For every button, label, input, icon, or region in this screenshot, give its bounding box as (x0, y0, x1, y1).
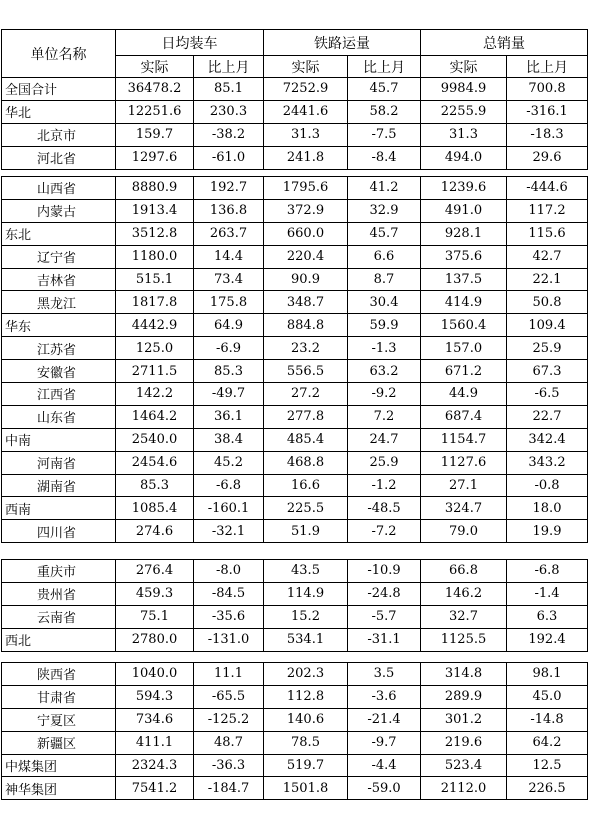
unit-name-cell: 四川省 (2, 520, 116, 543)
change-value-cell: -1.4 (507, 582, 588, 605)
actual-value-cell: 884.8 (264, 314, 348, 337)
actual-value-cell: 534.1 (264, 628, 348, 651)
unit-name-cell: 黑龙江 (2, 291, 116, 314)
change-value-cell: -14.8 (507, 708, 588, 731)
change-value-cell: 38.4 (194, 428, 264, 451)
change-value-cell: 58.2 (348, 100, 421, 123)
actual-value-cell: 7541.2 (116, 777, 194, 800)
change-value-cell: -7.5 (348, 123, 421, 146)
change-value-cell: -6.9 (194, 337, 264, 360)
table-row (2, 428, 588, 451)
change-value-cell: 29.6 (507, 146, 588, 169)
actual-value-cell: 671.2 (421, 360, 507, 383)
actual-value-cell: 142.2 (116, 383, 194, 406)
unit-name-cell: 安徽省 (2, 360, 116, 383)
actual-value-cell: 225.5 (264, 497, 348, 520)
change-value-cell: 230.3 (194, 100, 264, 123)
table-row (2, 605, 588, 628)
actual-value-cell: 348.7 (264, 291, 348, 314)
change-value-cell: 63.2 (348, 360, 421, 383)
unit-name-cell: 西南 (2, 497, 116, 520)
actual-value-cell: 1125.5 (421, 628, 507, 651)
actual-value-cell: 1127.6 (421, 451, 507, 474)
actual-value-cell: 75.1 (116, 605, 194, 628)
table-row (2, 520, 588, 543)
unit-name-cell: 东北 (2, 222, 116, 245)
table-row (2, 777, 588, 800)
change-value-cell: 41.2 (348, 177, 421, 200)
unit-name-cell: 宁夏区 (2, 708, 116, 731)
unit-name-cell: 神华集团 (2, 777, 116, 800)
actual-value-cell: 241.8 (264, 146, 348, 169)
change-value-cell: 67.3 (507, 360, 588, 383)
actual-value-cell: 137.5 (421, 268, 507, 291)
actual-value-cell: 2324.3 (116, 754, 194, 777)
table-row (2, 497, 588, 520)
actual-value-cell: 372.9 (264, 199, 348, 222)
actual-value-cell: 23.2 (264, 337, 348, 360)
change-value-cell: -35.6 (194, 605, 264, 628)
actual-value-cell: 491.0 (421, 199, 507, 222)
actual-value-cell: 2112.0 (421, 777, 507, 800)
actual-value-cell: 27.2 (264, 383, 348, 406)
change-value-cell: 12.5 (507, 754, 588, 777)
change-value-cell: -32.1 (194, 520, 264, 543)
table-row (2, 383, 588, 406)
actual-value-cell: 2780.0 (116, 628, 194, 651)
change-value-cell: 48.7 (194, 731, 264, 754)
unit-name-cell: 内蒙古 (2, 199, 116, 222)
actual-value-cell: 90.9 (264, 268, 348, 291)
change-value-cell: 85.1 (194, 78, 264, 101)
actual-value-cell: 1180.0 (116, 245, 194, 268)
table-row (2, 474, 588, 497)
subheader-vs-last-month: 比上月 (348, 56, 421, 78)
unit-name-cell: 中南 (2, 428, 116, 451)
change-value-cell: -316.1 (507, 100, 588, 123)
change-value-cell: 32.9 (348, 199, 421, 222)
actual-value-cell: 414.9 (421, 291, 507, 314)
actual-value-cell: 146.2 (421, 582, 507, 605)
unit-name-cell: 西北 (2, 628, 116, 651)
change-value-cell: 3.5 (348, 663, 421, 686)
unit-name-cell: 江西省 (2, 383, 116, 406)
subheader-vs-last-month: 比上月 (194, 56, 264, 78)
unit-name-cell: 河北省 (2, 146, 116, 169)
change-value-cell: -18.3 (507, 123, 588, 146)
unit-name-cell: 甘肃省 (2, 685, 116, 708)
change-value-cell: 8.7 (348, 268, 421, 291)
unit-name-cell: 河南省 (2, 451, 116, 474)
change-value-cell: -184.7 (194, 777, 264, 800)
actual-value-cell: 12251.6 (116, 100, 194, 123)
table-row (2, 451, 588, 474)
actual-value-cell: 687.4 (421, 405, 507, 428)
actual-value-cell: 523.4 (421, 754, 507, 777)
table-row (2, 582, 588, 605)
change-value-cell: -84.5 (194, 582, 264, 605)
unit-name-cell: 山东省 (2, 405, 116, 428)
actual-value-cell: 468.8 (264, 451, 348, 474)
change-value-cell: 98.1 (507, 663, 588, 686)
change-value-cell: -6.8 (507, 560, 588, 583)
actual-value-cell: 36478.2 (116, 78, 194, 101)
actual-value-cell: 7252.9 (264, 78, 348, 101)
actual-value-cell: 2441.6 (264, 100, 348, 123)
actual-value-cell: 314.8 (421, 663, 507, 686)
change-value-cell: 73.4 (194, 268, 264, 291)
change-value-cell: -31.1 (348, 628, 421, 651)
actual-value-cell: 289.9 (421, 685, 507, 708)
change-value-cell: 22.1 (507, 268, 588, 291)
change-value-cell: -24.8 (348, 582, 421, 605)
change-value-cell: 50.8 (507, 291, 588, 314)
actual-value-cell: 594.3 (116, 685, 194, 708)
change-value-cell: 263.7 (194, 222, 264, 245)
change-value-cell: -48.5 (348, 497, 421, 520)
unit-name-cell: 中煤集团 (2, 754, 116, 777)
actual-value-cell: 8880.9 (116, 177, 194, 200)
header-rail-volume: 铁路运量 (264, 30, 421, 56)
change-value-cell: 700.8 (507, 78, 588, 101)
actual-value-cell: 1817.8 (116, 291, 194, 314)
table-body (2, 663, 588, 800)
header-unit-name: 单位名称 (2, 30, 116, 78)
actual-value-cell: 157.0 (421, 337, 507, 360)
change-value-cell: 22.7 (507, 405, 588, 428)
actual-value-cell: 1501.8 (264, 777, 348, 800)
actual-value-cell: 324.7 (421, 497, 507, 520)
change-value-cell: 175.8 (194, 291, 264, 314)
actual-value-cell: 274.6 (116, 520, 194, 543)
actual-value-cell: 112.8 (264, 685, 348, 708)
change-value-cell: -10.9 (348, 560, 421, 583)
actual-value-cell: 411.1 (116, 731, 194, 754)
actual-value-cell: 140.6 (264, 708, 348, 731)
change-value-cell: 117.2 (507, 199, 588, 222)
change-value-cell: 64.9 (194, 314, 264, 337)
change-value-cell: -444.6 (507, 177, 588, 200)
actual-value-cell: 276.4 (116, 560, 194, 583)
table-row (2, 314, 588, 337)
actual-value-cell: 3512.8 (116, 222, 194, 245)
change-value-cell: 109.4 (507, 314, 588, 337)
change-value-cell: -21.4 (348, 708, 421, 731)
actual-value-cell: 1795.6 (264, 177, 348, 200)
actual-value-cell: 1040.0 (116, 663, 194, 686)
change-value-cell: 25.9 (348, 451, 421, 474)
change-value-cell: -4.4 (348, 754, 421, 777)
change-value-cell: -59.0 (348, 777, 421, 800)
unit-name-cell: 北京市 (2, 123, 116, 146)
change-value-cell: -61.0 (194, 146, 264, 169)
actual-value-cell: 79.0 (421, 520, 507, 543)
actual-value-cell: 1913.4 (116, 199, 194, 222)
change-value-cell: 7.2 (348, 405, 421, 428)
change-value-cell: 36.1 (194, 405, 264, 428)
change-value-cell: -7.2 (348, 520, 421, 543)
actual-value-cell: 4442.9 (116, 314, 194, 337)
table-body (2, 78, 588, 170)
table-row (2, 360, 588, 383)
actual-value-cell: 125.0 (116, 337, 194, 360)
actual-value-cell: 159.7 (116, 123, 194, 146)
change-value-cell: 136.8 (194, 199, 264, 222)
unit-name-cell: 辽宁省 (2, 245, 116, 268)
table-row (2, 731, 588, 754)
actual-value-cell: 9984.9 (421, 78, 507, 101)
table-row (2, 560, 588, 583)
change-value-cell: 42.7 (507, 245, 588, 268)
table-row (2, 337, 588, 360)
actual-value-cell: 31.3 (264, 123, 348, 146)
unit-name-cell: 新疆区 (2, 731, 116, 754)
change-value-cell: -3.6 (348, 685, 421, 708)
header-daily-loading: 日均装车 (116, 30, 264, 56)
actual-value-cell: 660.0 (264, 222, 348, 245)
actual-value-cell: 1239.6 (421, 177, 507, 200)
change-value-cell: 59.9 (348, 314, 421, 337)
change-value-cell: 30.4 (348, 291, 421, 314)
actual-value-cell: 66.8 (421, 560, 507, 583)
actual-value-cell: 1154.7 (421, 428, 507, 451)
header-total-sales: 总销量 (421, 30, 588, 56)
change-value-cell: 343.2 (507, 451, 588, 474)
change-value-cell: -125.2 (194, 708, 264, 731)
change-value-cell: 45.7 (348, 78, 421, 101)
change-value-cell: 19.9 (507, 520, 588, 543)
change-value-cell: -131.0 (194, 628, 264, 651)
table-row (2, 245, 588, 268)
unit-name-cell: 山西省 (2, 177, 116, 200)
actual-value-cell: 1464.2 (116, 405, 194, 428)
actual-value-cell: 27.1 (421, 474, 507, 497)
unit-name-cell: 华东 (2, 314, 116, 337)
actual-value-cell: 31.3 (421, 123, 507, 146)
change-value-cell: 11.1 (194, 663, 264, 686)
table-row (2, 268, 588, 291)
unit-name-cell: 全国合计 (2, 78, 116, 101)
actual-value-cell: 459.3 (116, 582, 194, 605)
table-row (2, 628, 588, 651)
change-value-cell: 6.3 (507, 605, 588, 628)
actual-value-cell: 556.5 (264, 360, 348, 383)
actual-value-cell: 78.5 (264, 731, 348, 754)
table-body (2, 177, 588, 543)
actual-value-cell: 32.7 (421, 605, 507, 628)
actual-value-cell: 15.2 (264, 605, 348, 628)
actual-value-cell: 219.6 (421, 731, 507, 754)
change-value-cell: 226.5 (507, 777, 588, 800)
change-value-cell: -49.7 (194, 383, 264, 406)
change-value-cell: 45.2 (194, 451, 264, 474)
actual-value-cell: 494.0 (421, 146, 507, 169)
change-value-cell: -36.3 (194, 754, 264, 777)
coal-stats-table-part-4 (1, 662, 588, 800)
change-value-cell: 6.6 (348, 245, 421, 268)
actual-value-cell: 85.3 (116, 474, 194, 497)
table-row (2, 146, 588, 169)
actual-value-cell: 375.6 (421, 245, 507, 268)
change-value-cell: 14.4 (194, 245, 264, 268)
change-value-cell: -6.5 (507, 383, 588, 406)
table-row (2, 663, 588, 686)
table-row (2, 708, 588, 731)
change-value-cell: 192.4 (507, 628, 588, 651)
table-row (2, 199, 588, 222)
change-value-cell: 18.0 (507, 497, 588, 520)
actual-value-cell: 1560.4 (421, 314, 507, 337)
change-value-cell: -160.1 (194, 497, 264, 520)
actual-value-cell: 2711.5 (116, 360, 194, 383)
table-row (2, 754, 588, 777)
actual-value-cell: 16.6 (264, 474, 348, 497)
subheader-actual: 实际 (116, 56, 194, 78)
actual-value-cell: 51.9 (264, 520, 348, 543)
coal-stats-table-part-3 (1, 559, 588, 652)
actual-value-cell: 114.9 (264, 582, 348, 605)
change-value-cell: 24.7 (348, 428, 421, 451)
change-value-cell: 115.6 (507, 222, 588, 245)
actual-value-cell: 44.9 (421, 383, 507, 406)
actual-value-cell: 519.7 (264, 754, 348, 777)
change-value-cell: 45.7 (348, 222, 421, 245)
table-row (2, 100, 588, 123)
actual-value-cell: 2255.9 (421, 100, 507, 123)
unit-name-cell: 重庆市 (2, 560, 116, 583)
change-value-cell: -9.2 (348, 383, 421, 406)
subheader-vs-last-month: 比上月 (507, 56, 588, 78)
table-row (2, 177, 588, 200)
subheader-actual: 实际 (421, 56, 507, 78)
change-value-cell: -1.2 (348, 474, 421, 497)
change-value-cell: 342.4 (507, 428, 588, 451)
change-value-cell: -0.8 (507, 474, 588, 497)
actual-value-cell: 277.8 (264, 405, 348, 428)
actual-value-cell: 485.4 (264, 428, 348, 451)
coal-stats-table-part-1 (1, 29, 588, 170)
actual-value-cell: 301.2 (421, 708, 507, 731)
unit-name-cell: 贵州省 (2, 582, 116, 605)
table-row (2, 685, 588, 708)
change-value-cell: -8.0 (194, 560, 264, 583)
actual-value-cell: 2540.0 (116, 428, 194, 451)
actual-value-cell: 43.5 (264, 560, 348, 583)
change-value-cell: 85.3 (194, 360, 264, 383)
change-value-cell: 45.0 (507, 685, 588, 708)
table-body (2, 560, 588, 652)
actual-value-cell: 1085.4 (116, 497, 194, 520)
change-value-cell: -9.7 (348, 731, 421, 754)
actual-value-cell: 1297.6 (116, 146, 194, 169)
actual-value-cell: 734.6 (116, 708, 194, 731)
change-value-cell: -8.4 (348, 146, 421, 169)
change-value-cell: 192.7 (194, 177, 264, 200)
table-row (2, 123, 588, 146)
actual-value-cell: 202.3 (264, 663, 348, 686)
unit-name-cell: 陕西省 (2, 663, 116, 686)
actual-value-cell: 2454.6 (116, 451, 194, 474)
table-row (2, 222, 588, 245)
unit-name-cell: 江苏省 (2, 337, 116, 360)
subheader-actual: 实际 (264, 56, 348, 78)
change-value-cell: -38.2 (194, 123, 264, 146)
change-value-cell: -65.5 (194, 685, 264, 708)
unit-name-cell: 云南省 (2, 605, 116, 628)
change-value-cell: -5.7 (348, 605, 421, 628)
unit-name-cell: 吉林省 (2, 268, 116, 291)
actual-value-cell: 515.1 (116, 268, 194, 291)
table-row (2, 291, 588, 314)
coal-stats-table-part-2 (1, 176, 588, 543)
actual-value-cell: 928.1 (421, 222, 507, 245)
unit-name-cell: 华北 (2, 100, 116, 123)
change-value-cell: 25.9 (507, 337, 588, 360)
actual-value-cell: 220.4 (264, 245, 348, 268)
change-value-cell: -6.8 (194, 474, 264, 497)
table-row (2, 405, 588, 428)
change-value-cell: -1.3 (348, 337, 421, 360)
table-row (2, 78, 588, 101)
change-value-cell: 64.2 (507, 731, 588, 754)
unit-name-cell: 湖南省 (2, 474, 116, 497)
